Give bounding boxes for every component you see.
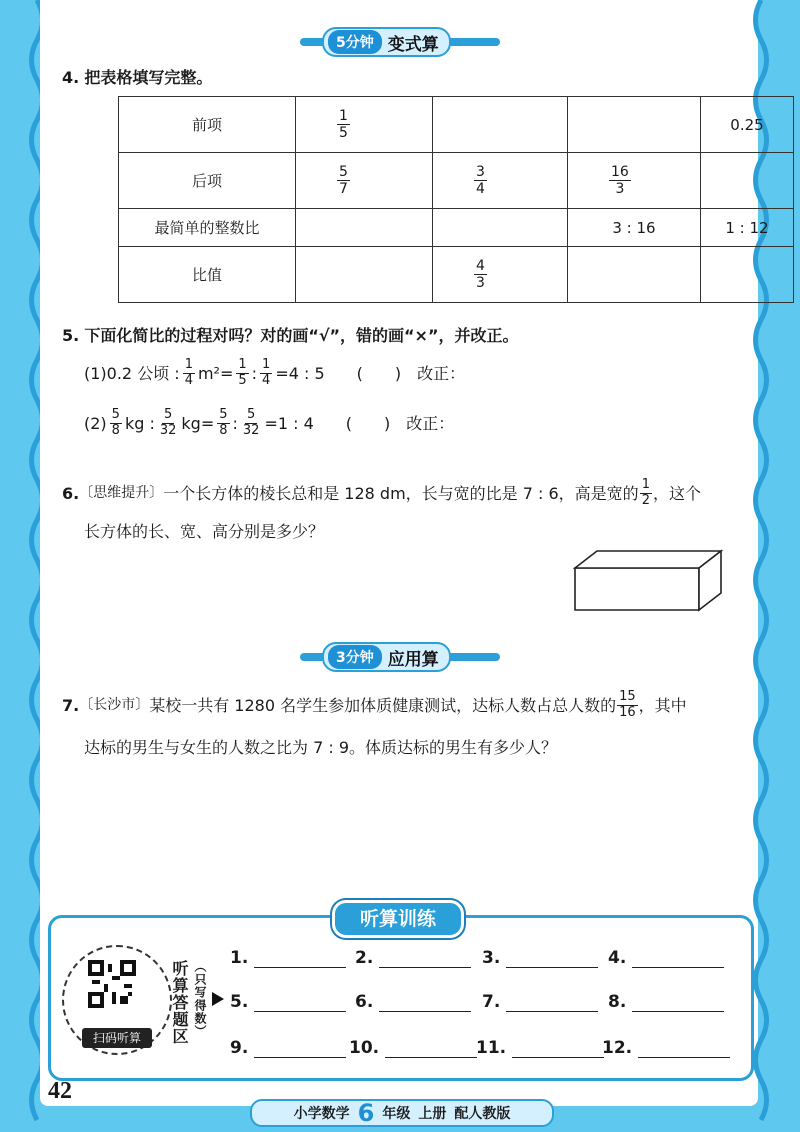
table-row — [119, 247, 794, 303]
colon: : — [251, 363, 258, 383]
badge-minutes: 3分钟 — [328, 645, 382, 669]
answer-blank[interactable] — [379, 949, 471, 968]
answer-number: 4. — [608, 948, 627, 968]
question-text: 把表格填写完整。 — [84, 68, 213, 87]
result: =4 : 5 — [275, 363, 325, 383]
answer-zone-label: 听算答题区 — [170, 960, 189, 1045]
question-number: 6. — [62, 483, 80, 503]
question-6-line-2: 长方体的长、宽、高分别是多少？ — [84, 522, 325, 541]
answer-blank[interactable] — [254, 949, 346, 968]
question-number: 5. — [62, 326, 80, 345]
answer-number: 2. — [355, 948, 374, 968]
unit: m²= — [197, 363, 234, 383]
unit: kg : — [124, 413, 155, 433]
fraction: $\frac{4}{3}$ — [476, 257, 485, 291]
page-number: 42 — [48, 1078, 72, 1104]
row-label: 后项 — [119, 153, 296, 209]
qr-code-icon[interactable] — [88, 960, 136, 1008]
table-cell-fraction — [296, 153, 433, 209]
correction-label: 改正： — [417, 363, 466, 383]
answer-blank[interactable] — [254, 1039, 346, 1058]
footer-subject: 小学数学 — [293, 1106, 350, 1122]
question-7-line-2: 达标的男生与女生的人数之比为 7 : 9。体质达标的男生有多少人？ — [84, 738, 558, 757]
answer-number: 1. — [230, 948, 249, 968]
question-5 — [62, 326, 518, 345]
answer-zone-note: （只写得数） — [193, 960, 207, 1038]
section-badge-application — [300, 642, 451, 672]
answer-item — [230, 948, 346, 968]
table-row — [119, 153, 794, 209]
fraction: $\frac{1}{2}$ — [641, 477, 650, 508]
answer-number: 12. — [602, 1038, 633, 1058]
fraction: $\frac{16}{3}$ — [611, 163, 629, 197]
question-text: ，这个 — [652, 483, 701, 503]
answer-number: 8. — [608, 992, 627, 1012]
table-cell-blank[interactable] — [701, 247, 794, 303]
badge-pill — [322, 642, 451, 672]
answer-number: 6. — [355, 992, 374, 1012]
fraction: $\frac{3}{4}$ — [476, 163, 485, 197]
q5-item-1 — [84, 358, 465, 389]
footer-book-info — [250, 1099, 554, 1127]
question-7 — [62, 690, 687, 721]
table-cell-fraction — [296, 97, 433, 153]
footer-edition: 配人教版 — [454, 1106, 511, 1122]
answer-blank[interactable] — [379, 993, 471, 1012]
badge-title: 变式算 — [387, 34, 439, 55]
answer-blank[interactable] — [512, 1039, 604, 1058]
fraction: $\frac{5}{32}$ — [159, 407, 177, 438]
question-tag: 〔长沙市〕 — [79, 697, 150, 714]
answer-number: 3. — [482, 948, 501, 968]
fraction: $\frac{1}{4}$ — [184, 357, 193, 388]
scan-label: 扫码听算 — [82, 1028, 152, 1048]
answer-item — [230, 992, 346, 1012]
table-cell: 1 : 12 — [701, 209, 794, 247]
unit: kg= — [181, 413, 215, 433]
question-number: 4. — [62, 68, 80, 87]
fraction: $\frac{5}{8}$ — [219, 407, 228, 438]
answer-item — [355, 992, 471, 1012]
row-label: 比值 — [119, 247, 296, 303]
fraction: $\frac{15}{16}$ — [619, 689, 636, 720]
fraction: $\frac{5}{32}$ — [242, 407, 260, 438]
q5-item-2 — [84, 408, 454, 439]
answer-blank[interactable] — [506, 949, 598, 968]
result: =1 : 4 — [264, 413, 314, 433]
item-prefix: (2) — [84, 413, 107, 433]
fraction: $\frac{5}{7}$ — [339, 163, 348, 197]
badge-title: 应用算 — [387, 649, 439, 670]
row-label: 最简单的整数比 — [119, 209, 296, 247]
answer-item — [608, 992, 724, 1012]
table-cell-blank[interactable] — [296, 209, 433, 247]
table-row — [119, 97, 794, 153]
badge-pill — [322, 27, 451, 57]
section-badge-variant — [300, 27, 451, 57]
fraction: $\frac{1}{5}$ — [339, 107, 348, 141]
ratio-table — [118, 96, 794, 303]
question-text: 下面化简比的过程对吗？对的画“√”，错的画“×”，并改正。 — [84, 326, 519, 345]
answer-item — [482, 948, 598, 968]
question-4 — [62, 68, 212, 87]
answer-parens[interactable]: ( ) — [345, 413, 391, 433]
table-cell-blank[interactable] — [701, 153, 794, 209]
table-cell-blank[interactable] — [296, 247, 433, 303]
table-row — [119, 209, 794, 247]
answer-item — [602, 1038, 730, 1058]
answer-number: 5. — [230, 992, 249, 1012]
arrow-right-icon — [212, 992, 224, 1006]
table-cell-blank[interactable] — [568, 247, 701, 303]
item-prefix: (1)0.2 公顷 : — [84, 363, 180, 383]
colon: : — [232, 413, 238, 433]
fraction: $\frac{5}{8}$ — [111, 407, 120, 438]
table-cell-fraction — [568, 153, 701, 209]
footer-grade-suffix: 年级 — [382, 1106, 411, 1122]
fraction: $\frac{1}{4}$ — [262, 357, 271, 388]
answer-blank[interactable] — [632, 993, 724, 1012]
table-cell-blank[interactable] — [433, 97, 568, 153]
answer-blank[interactable] — [254, 993, 346, 1012]
answer-blank[interactable] — [638, 1039, 730, 1058]
table-cell-blank[interactable] — [433, 209, 568, 247]
answer-item — [482, 992, 598, 1012]
table-cell-fraction — [433, 153, 568, 209]
answer-blank[interactable] — [506, 993, 598, 1012]
answer-item — [476, 1038, 604, 1058]
answer-number: 11. — [476, 1038, 507, 1058]
table-cell: 3 : 16 — [568, 209, 701, 247]
table-cell: 0.25 — [701, 97, 794, 153]
fraction: $\frac{1}{5}$ — [238, 357, 247, 388]
footer-grade: 6 — [357, 1099, 375, 1127]
answer-number: 10. — [349, 1038, 380, 1058]
question-text: 某校一共有 1280 名学生参加体质健康测试，达标人数占总人数的 — [149, 695, 617, 715]
answer-item — [355, 948, 471, 968]
question-6 — [62, 478, 701, 509]
question-tag: 〔思维提升〕 — [79, 485, 164, 502]
answer-blank[interactable] — [385, 1039, 477, 1058]
badge-minutes: 5分钟 — [328, 30, 382, 54]
footer-volume: 上册 — [418, 1106, 447, 1122]
correction-label: 改正： — [406, 413, 455, 433]
table-cell-blank[interactable] — [568, 97, 701, 153]
answer-number: 7. — [482, 992, 501, 1012]
answer-blank[interactable] — [632, 949, 724, 968]
answer-number: 9. — [230, 1038, 249, 1058]
answer-item — [230, 1038, 346, 1058]
answer-item — [349, 1038, 477, 1058]
table-cell-fraction — [433, 247, 568, 303]
listening-title: 听算训练 — [332, 900, 464, 938]
question-text: ，其中 — [638, 695, 687, 715]
question-text: 一个长方体的棱长总和是 128 dm，长与宽的比是 7 : 6，高是宽的 — [163, 483, 639, 503]
answer-item — [608, 948, 724, 968]
answer-parens[interactable]: ( ) — [356, 363, 402, 383]
cuboid-figure — [572, 548, 724, 614]
question-number: 7. — [62, 695, 80, 715]
row-label: 前项 — [119, 97, 296, 153]
